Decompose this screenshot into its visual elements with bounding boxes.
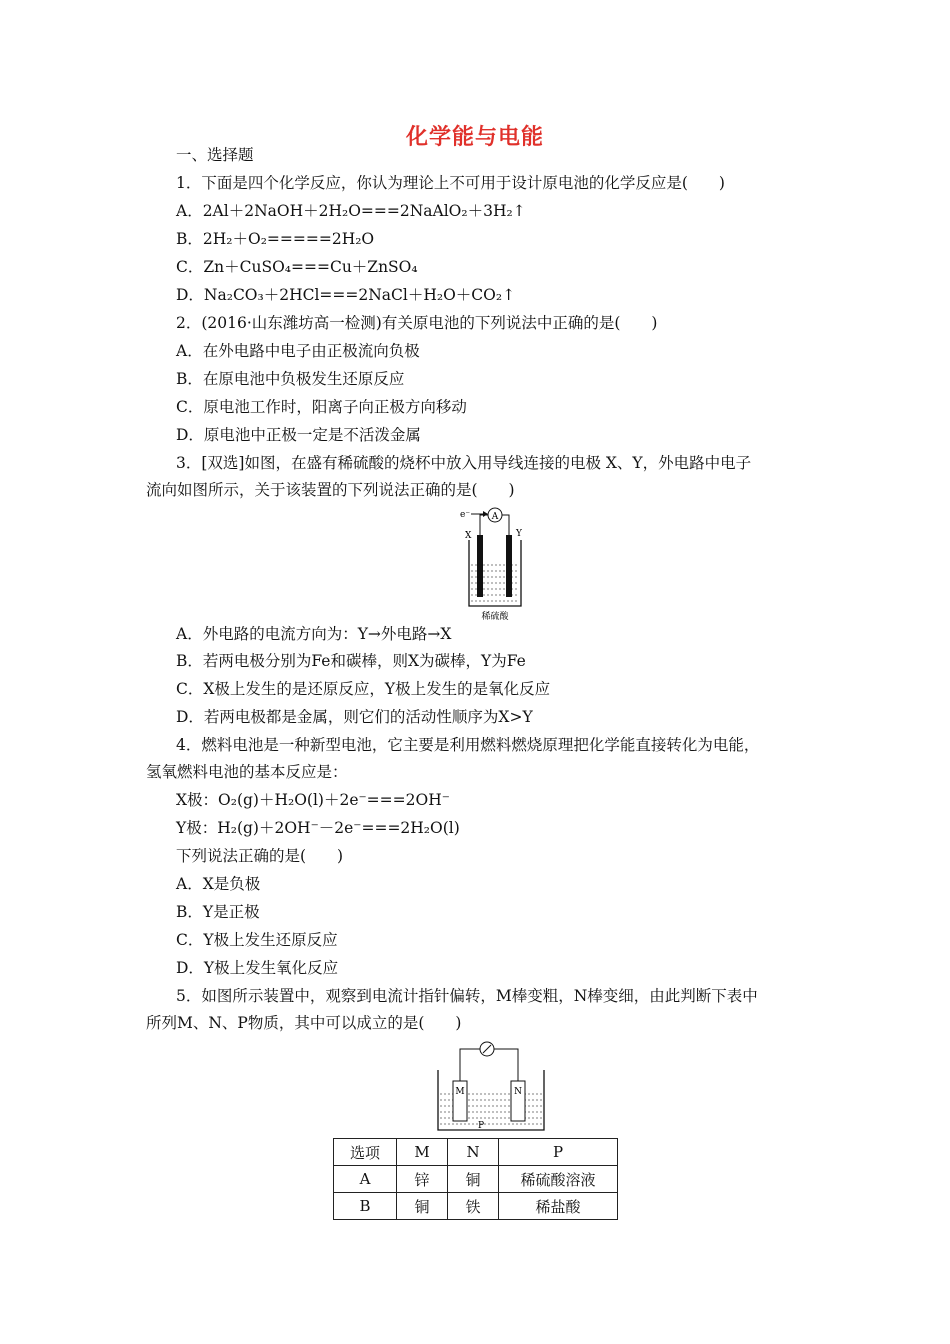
table-cell: 铜 (397, 1193, 448, 1220)
q3-fig-electron-label: e⁻ (460, 510, 471, 520)
q2-option-d: D．原电池中正极一定是不活泼金属 (176, 426, 421, 444)
q4-ask: 下列说法正确的是( ) (176, 847, 344, 865)
q5-fig-wire-left (460, 1049, 480, 1081)
q3-stem-line1: 3．[双选]如图，在盛有稀硫酸的烧杯中放入用导线连接的电极 X、Y，外电路中电子 (176, 454, 752, 472)
table-header-cell: M (397, 1139, 448, 1166)
q5-options-table (333, 1138, 618, 1220)
table-cell: 铁 (448, 1193, 499, 1220)
page-title: 化学能与电能 (405, 125, 544, 150)
table-header-row (334, 1139, 618, 1166)
q3-fig-electrode-y (506, 535, 512, 597)
q3-fig-y-label: Y (516, 529, 522, 539)
q3-fig-wire-right (502, 515, 509, 535)
q3-fig-caption: 稀硫酸 (481, 612, 509, 622)
q4-y-equation: Y极：H₂(g)＋2OH⁻－2e⁻===2H₂O(l) (176, 819, 460, 837)
q4-x-equation: X极：O₂(g)＋H₂O(l)＋2e⁻===2OH⁻ (176, 791, 450, 809)
table-row (334, 1166, 618, 1193)
table-row (334, 1193, 618, 1220)
section-heading: 一、选择题 (176, 146, 254, 164)
q4-stem-line2: 氢氧燃料电池的基本反应是： (146, 763, 348, 781)
q3-fig-electrode-x (477, 535, 483, 597)
q4-stem-line1: 4．燃料电池是一种新型电池，它主要是利用燃料燃烧原理把化学能直接转化为电能， (176, 736, 760, 754)
q3-fig-x-label: X (465, 531, 472, 541)
table-cell: 锌 (397, 1166, 448, 1193)
q2-option-b: B．在原电池中负极发生还原反应 (176, 370, 405, 388)
q2-option-a: A．在外电路中电子由正极流向负极 (176, 342, 420, 360)
q3-option-b: B．若两电极分别为Fe和碳棒，则X为碳棒，Y为Fe (176, 652, 526, 670)
q1-option-b: B．2H₂＋O₂=====2H₂O (176, 230, 375, 248)
q4-option-a: A．X是负极 (176, 875, 261, 893)
table-cell: B (334, 1193, 397, 1220)
table-cell: A (334, 1166, 397, 1193)
q5-fig-p-label: P (478, 1121, 485, 1131)
q1-stem: 1．下面是四个化学反应，你认为理论上不可用于设计原电池的化学反应是( ) (176, 174, 725, 192)
q3-option-a: A．外电路的电流方向为：Y→外电路→X (176, 625, 452, 643)
q1-option-d: D．Na₂CO₃＋2HCl===2NaCl＋H₂O＋CO₂↑ (176, 286, 516, 304)
table-header-cell: N (448, 1139, 499, 1166)
table-cell: 稀硫酸溶液 (499, 1166, 618, 1193)
q5-stem-line2: 所列M、N、P物质，其中可以成立的是( ) (146, 1014, 462, 1032)
q1-option-a: A．2Al＋2NaOH＋2H₂O===2NaAlO₂＋3H₂↑ (176, 202, 526, 220)
q5-stem-line1: 5．如图所示装置中，观察到电流计指针偏转，M棒变粗，N棒变细，由此判断下表中 (176, 987, 758, 1005)
q3-fig-wire-left (480, 515, 488, 535)
q1-option-c: C．Zn＋CuSO₄===Cu＋ZnSO₄ (176, 258, 418, 276)
q5-fig-wire-right (494, 1049, 518, 1081)
q3-fig-arrowhead (483, 511, 488, 517)
q4-option-b: B．Y是正极 (176, 903, 260, 921)
q2-option-c: C．原电池工作时，阳离子向正极方向移动 (176, 398, 467, 416)
q2-stem: 2．(2016·山东潍坊高一检测)有关原电池的下列说法中正确的是( ) (176, 314, 658, 332)
table-cell: 稀盐酸 (499, 1193, 618, 1220)
q3-option-d: D．若两电极都是金属，则它们的活动性顺序为X>Y (176, 708, 533, 726)
q3-beaker-figure (455, 505, 535, 623)
q3-fig-ammeter-label: A (491, 512, 499, 522)
table-header-cell: P (499, 1139, 618, 1166)
q4-option-c: C．Y极上发生还原反应 (176, 931, 338, 949)
table-cell: 铜 (448, 1166, 499, 1193)
q3-stem-line2: 流向如图所示，关于该装置的下列说法正确的是( ) (146, 481, 515, 499)
q3-option-c: C．X极上发生的是还原反应，Y极上发生的是氧化反应 (176, 680, 551, 698)
table-header-cell: 选项 (334, 1139, 397, 1166)
q5-fig-n-label: N (514, 1087, 522, 1097)
q5-cell-figure (432, 1038, 552, 1138)
q3-fig-beaker (469, 540, 521, 606)
q5-fig-m-label: M (455, 1087, 465, 1097)
q4-option-d: D．Y极上发生氧化反应 (176, 959, 339, 977)
